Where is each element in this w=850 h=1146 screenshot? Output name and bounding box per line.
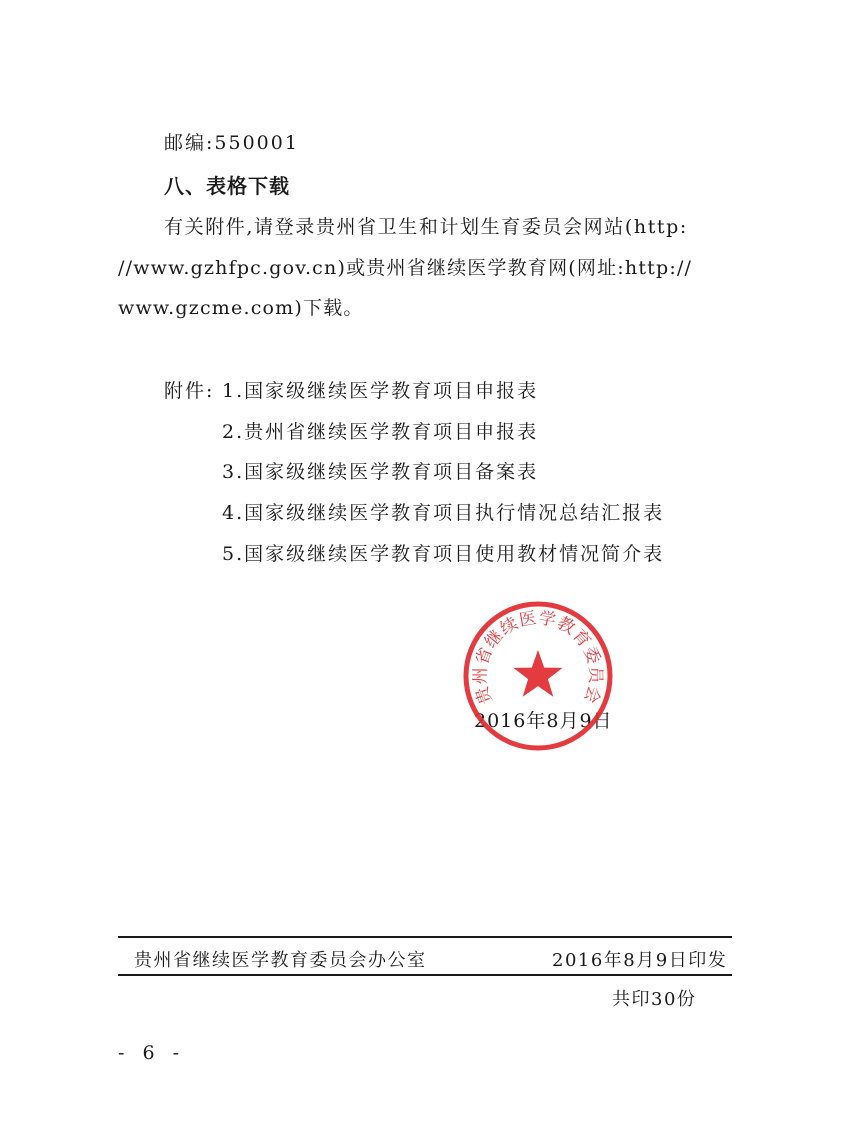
footer-rule-bottom [118,974,732,976]
page-number: - 6 - [118,1042,186,1064]
download-text-line-1: 有关附件,请登录贵州省卫生和计划生育委员会网站(http: [164,216,688,238]
section-heading: 八、表格下载 [164,174,290,198]
attachments-label: 附件: [164,380,215,402]
postcode-line: 邮编:550001 [164,132,299,154]
footer-issuer: 贵州省继续医学教育委员会办公室 [134,950,427,971]
attachment-item: 5.国家级继续医学教育项目使用教材情况简介表 [222,543,665,565]
footer-issue-date: 2016年8月9日印发 [552,950,728,971]
download-text-line-3: www.gzcme.com)下载。 [118,297,364,319]
document-date: 2016年8月9日 [474,710,613,732]
footer-rule-top [118,936,732,938]
attachment-item: 2.贵州省继续医学教育项目申报表 [222,421,539,443]
download-text-line-2: //www.gzhfpc.gov.cn)或贵州省继续医学教育网(网址:http:// [118,257,693,279]
attachment-item: 4.国家级继续医学教育项目执行情况总结汇报表 [222,502,665,524]
attachment-item: 3.国家级继续医学教育项目备案表 [222,461,539,483]
footer-copies: 共印30份 [612,989,697,1010]
attachment-item: 1.国家级继续医学教育项目申报表 [222,380,539,402]
seal-text: 贵州省继续医学教育委员会 [470,608,606,707]
official-seal [462,600,614,752]
star-icon [513,650,562,697]
